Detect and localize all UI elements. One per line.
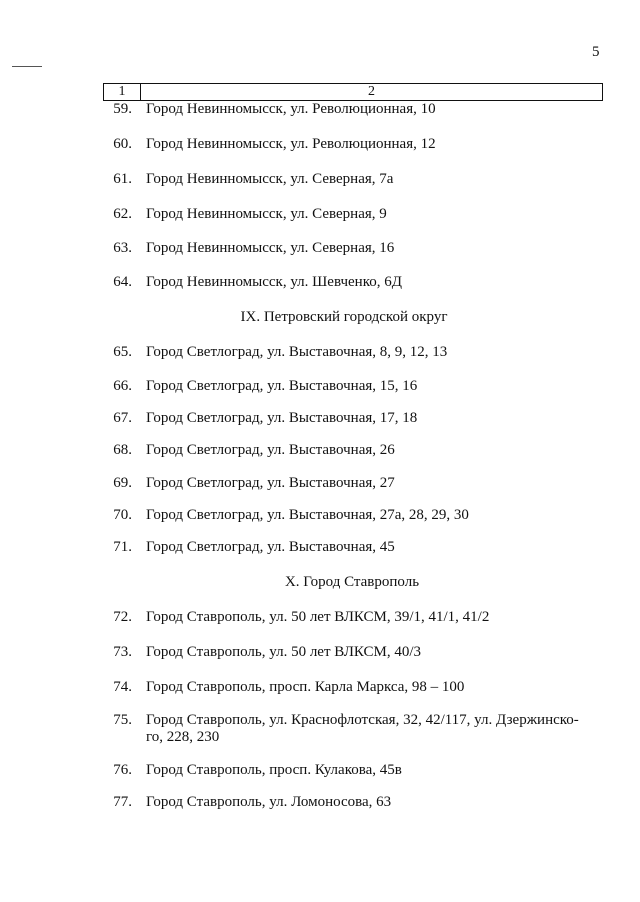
item-number: 64. [113,274,132,290]
item-text: Город Невинномысск, ул. Революционная, 12 [146,136,436,152]
item-number: 75. [113,712,132,728]
item-number: 59. [113,101,132,117]
table-header-col1: 1 [104,84,141,100]
table-header [103,83,603,101]
item-text: Город Невинномысск, ул. Северная, 9 [146,206,387,222]
item-number: 67. [113,410,132,426]
item-text-line2: го, 228, 230 [146,729,220,745]
item-number: 71. [113,539,132,555]
item-number: 68. [113,442,132,458]
item-number: 73. [113,644,132,660]
item-text: Город Невинномысск, ул. Революционная, 10 [146,101,436,117]
item-text: Город Ставрополь, ул. 50 лет ВЛКСМ, 39/1, 41/1, 41/2 [146,609,490,625]
page-number: 5 [592,44,600,60]
section-heading-x: X. Город Ставрополь [284,574,420,590]
item-text: Город Ставрополь, просп. Карла Маркса, 98 – 100 [146,679,465,695]
item-text: Город Светлоград, ул. Выставочная, 27а, 28, 29, 30 [146,507,469,523]
item-text: Город Светлоград, ул. Выставочная, 17, 18 [146,410,418,426]
margin-mark [12,66,42,67]
item-number: 74. [113,679,132,695]
item-number: 63. [113,240,132,256]
item-text: Город Светлоград, ул. Выставочная, 15, 16 [146,378,418,394]
item-text: Город Светлоград, ул. Выставочная, 45 [146,539,395,555]
section-heading-ix: IX. Петровский городской округ [240,309,448,325]
table-header-col2: 2 [368,84,375,99]
item-number: 70. [113,507,132,523]
item-text-line1: Город Ставрополь, ул. Краснофлотская, 32, 42/117, ул. Дзержинско- [146,712,579,728]
item-text: Город Светлоград, ул. Выставочная, 8, 9, 12, 13 [146,344,448,360]
item-number: 60. [113,136,132,152]
item-text: Город Невинномысск, ул. Северная, 7а [146,171,394,187]
item-number: 69. [113,475,132,491]
item-text: Город Светлоград, ул. Выставочная, 26 [146,442,395,458]
item-number: 77. [113,794,132,810]
item-number: 72. [113,609,132,625]
item-number: 76. [113,762,132,778]
item-text: Город Ставрополь, просп. Кулакова, 45в [146,762,402,778]
item-number: 65. [113,344,132,360]
item-number: 61. [113,171,132,187]
item-text: Город Невинномысск, ул. Шевченко, 6Д [146,274,402,290]
item-text: Город Невинномысск, ул. Северная, 16 [146,240,395,256]
item-text: Город Светлоград, ул. Выставочная, 27 [146,475,395,491]
item-number: 62. [113,206,132,222]
item-text: Город Ставрополь, ул. 50 лет ВЛКСМ, 40/3 [146,644,422,660]
item-number: 66. [113,378,132,394]
item-text: Город Ставрополь, ул. Ломоносова, 63 [146,794,392,810]
